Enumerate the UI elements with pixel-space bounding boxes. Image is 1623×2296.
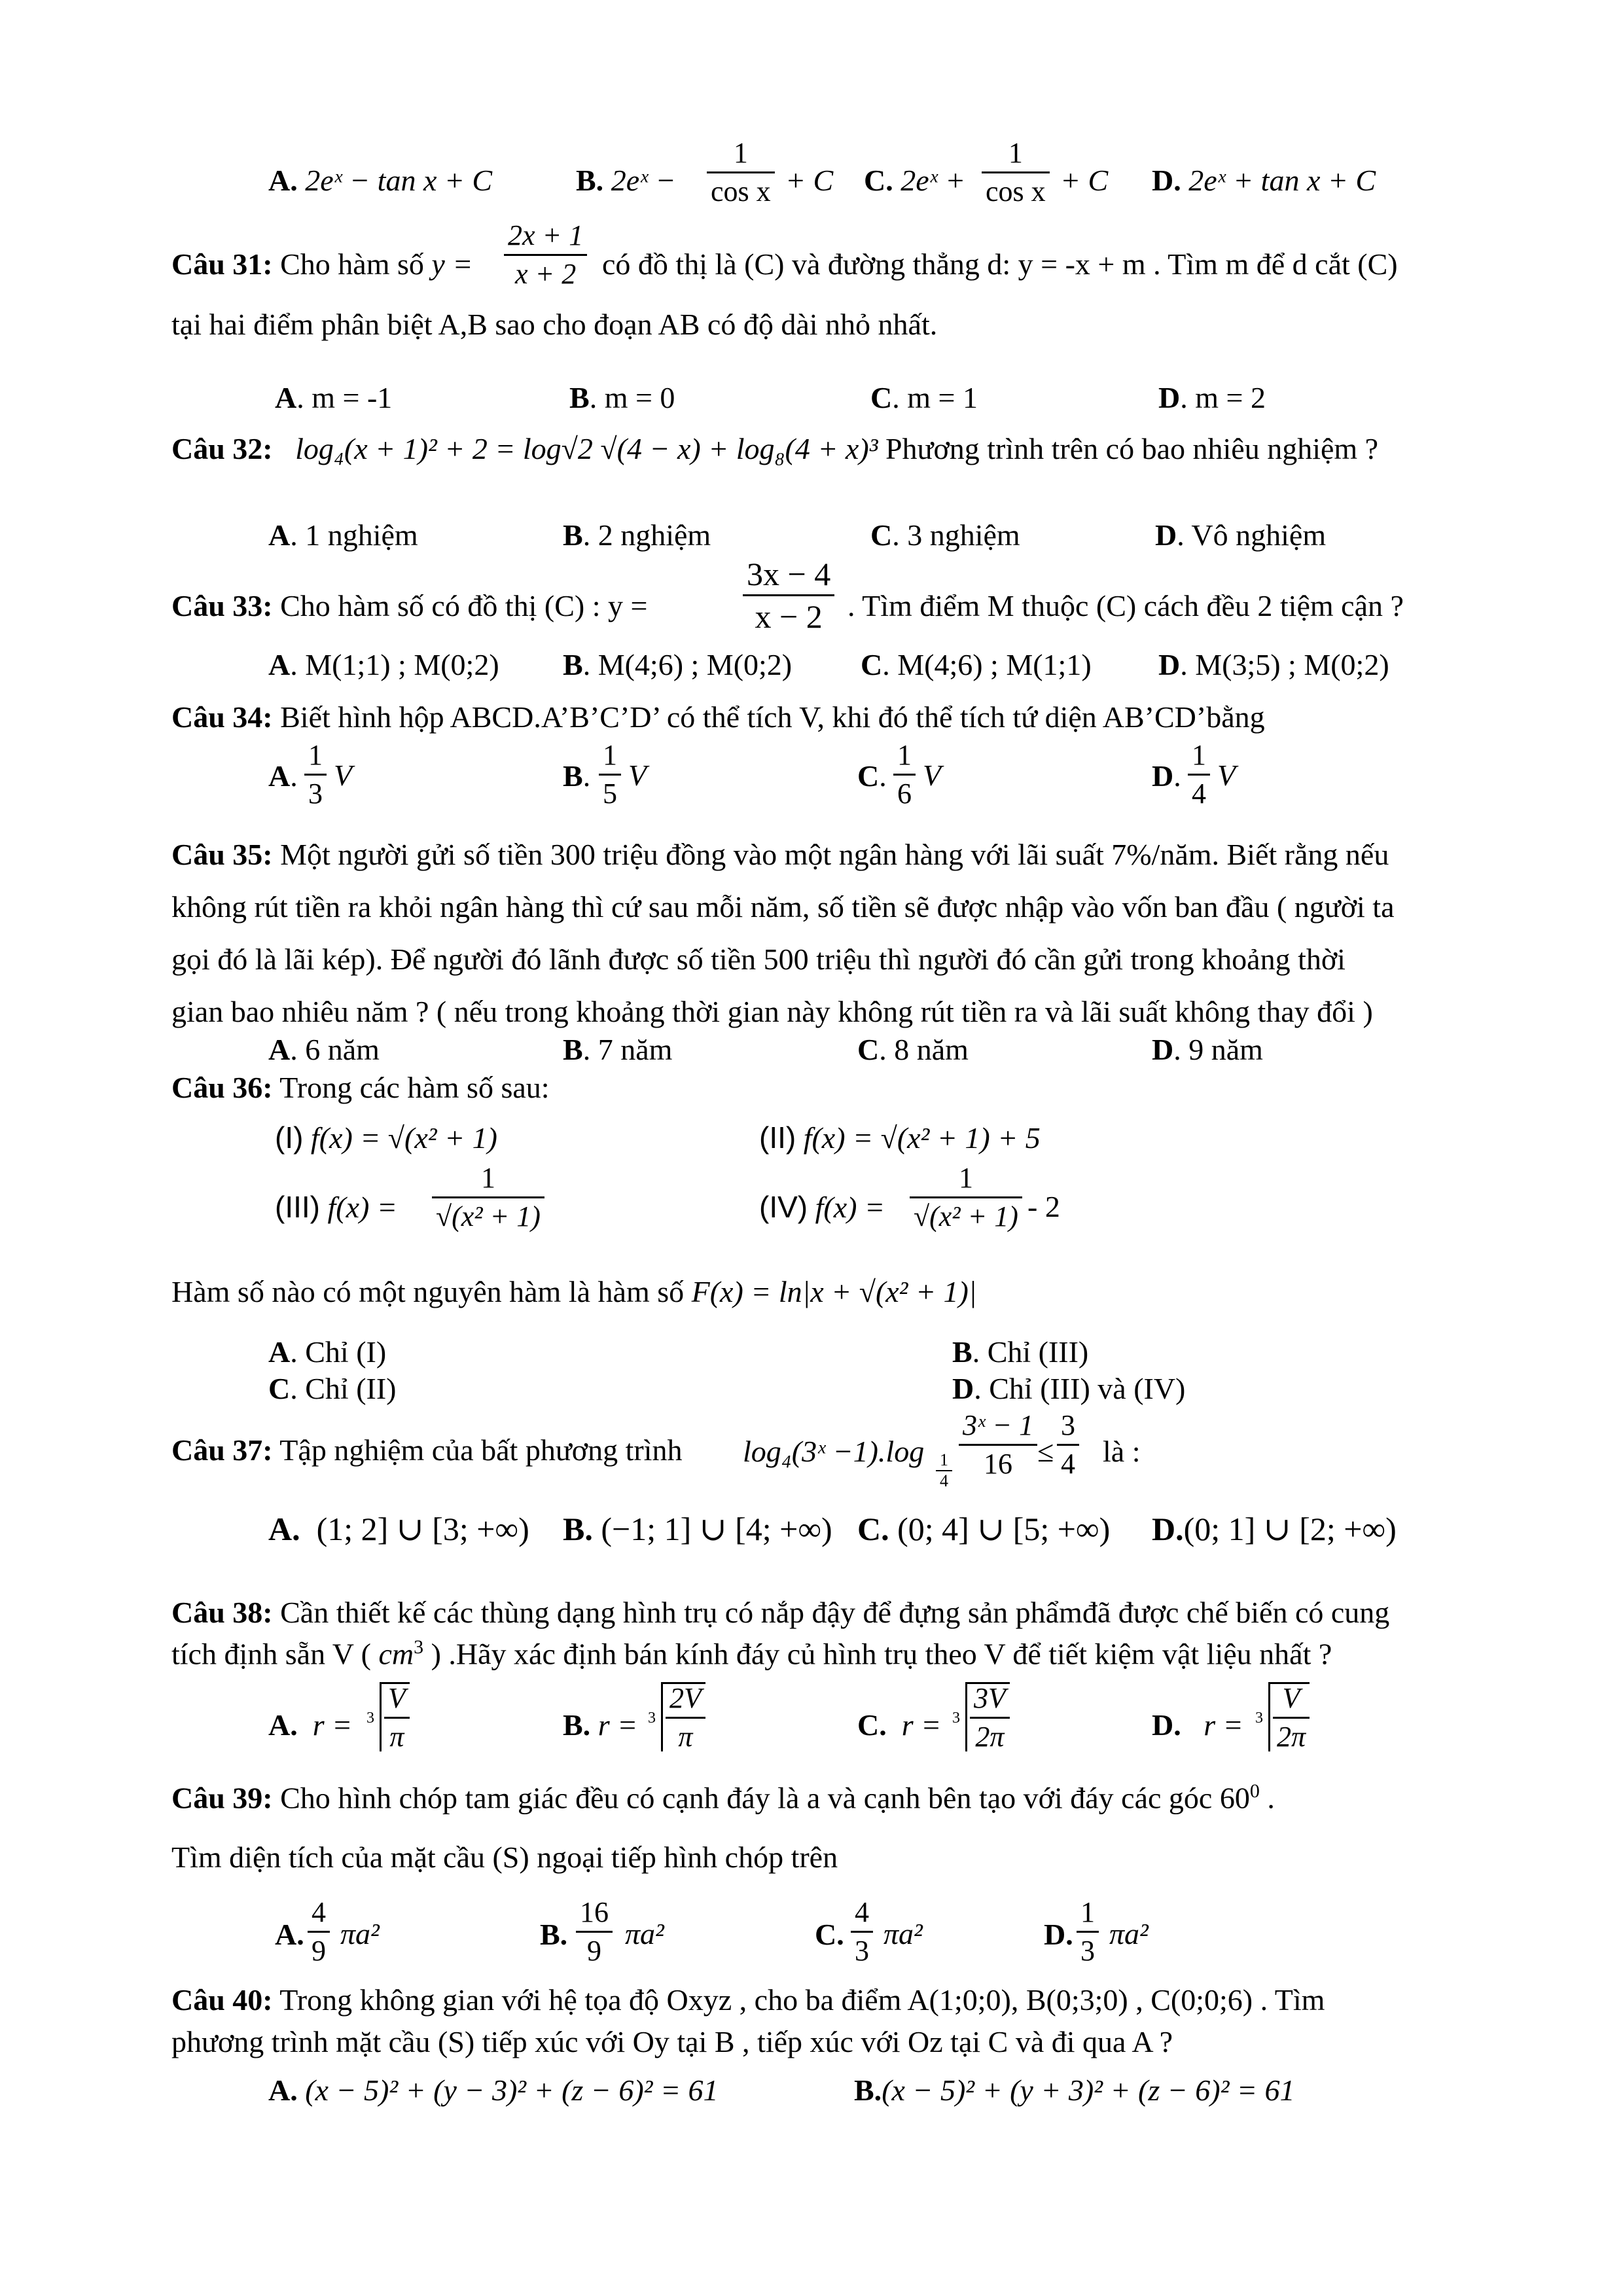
q38-option-b: B. r = (563, 1708, 638, 1742)
q36-f4: (IV) f(x) = (759, 1190, 885, 1224)
q39-option-b-label: B. (540, 1918, 568, 1951)
q33-option-d: D. M(3;5) ; M(0;2) (1158, 648, 1389, 681)
q31-line2: tại hai điểm phân biệt A,B sao cho đoạn AB có độ dài nhỏ nhất. (171, 308, 938, 341)
q31-option-a: A. m = -1 (275, 381, 393, 414)
q38-line1: Câu 38: Cần thiết kế các thùng dạng hình trụ có nắp đậy để đựng sản phẩmđã được chế biến có cung (171, 1596, 1390, 1629)
q35-line4: gian bao nhiêu năm ? ( nếu trong khoảng thời gian này không rút tiền ra và lãi suất không thay đổi ) (171, 995, 1373, 1028)
q36-f3-fraction: 1 √(x² + 1) (432, 1164, 544, 1231)
q33-line-post: . Tìm điểm M thuộc (C) cách đều 2 tiệm cận ? (847, 589, 1404, 622)
q39-option-c-label: C. (815, 1918, 844, 1951)
q34-option-d-var: V (1217, 759, 1236, 792)
q38-option-a-index: 3 (366, 1710, 374, 1727)
q38-option-c: C. r = (857, 1708, 942, 1742)
q32-option-a: A. 1 nghiệm (268, 518, 418, 552)
q40-line1: Câu 40: Trong không gian với hệ tọa độ Oxyz , cho ba điểm A(1;0;0), B(0;3;0) , C(0;0;6) . Tìm (171, 1983, 1325, 2017)
q35-line2: không rút tiền ra khỏi ngân hàng thì cứ sau mỗi năm, số tiền sẽ được nhập vào vốn ban đầu ( người ta (171, 890, 1395, 924)
q38-option-d: D. r = (1152, 1708, 1243, 1742)
q32-option-b: B. 2 nghiệm (563, 518, 711, 552)
q39-option-c-tail: πa² (883, 1917, 923, 1950)
q31-label: Câu 31: (171, 247, 273, 281)
q38-option-b-root: 2V π (661, 1682, 705, 1751)
q36-f2: (II) f(x) = √(x² + 1) + 5 (759, 1121, 1041, 1155)
q30-option-d: D. 2eˣ + tan x + C (1152, 164, 1376, 197)
q34-option-d-fraction: 1 4 (1188, 741, 1210, 808)
q35-option-d: D. 9 năm (1152, 1033, 1263, 1066)
q36-option-a: A. Chỉ (I) (268, 1335, 387, 1369)
q37-log-argument: 3ˣ − 1 16 (959, 1411, 1037, 1479)
q31-option-b: B. m = 0 (569, 381, 675, 414)
q37-rhs: 3 4 (1057, 1411, 1079, 1479)
q36-option-c: C. Chỉ (II) (268, 1372, 397, 1405)
q39-option-d-tail: πa² (1109, 1917, 1149, 1950)
q36-line: Câu 36: Trong các hàm số sau: (171, 1071, 550, 1104)
q37-inequality-pre: log₄(3ˣ −1).log (743, 1435, 925, 1468)
q34-option-b-label: B. (563, 759, 591, 793)
q40-option-a: A. (x − 5)² + (y − 3)² + (z − 6)² = 61 (268, 2073, 719, 2107)
q30-option-c-fraction: 1 cos x (982, 139, 1050, 206)
q33-fraction: 3x − 4 x − 2 (743, 558, 834, 633)
q37-line: Câu 37: Tập nghiệm của bất phương trình (171, 1433, 683, 1467)
q39-option-a-tail: πa² (340, 1917, 380, 1950)
q30-option-b: B. 2eˣ − (576, 164, 676, 197)
q30-option-c: C. 2eˣ + (864, 164, 966, 197)
q33-option-b: B. M(4;6) ; M(0;2) (563, 648, 793, 681)
q36-f4-post: - 2 (1027, 1190, 1060, 1223)
q35-option-c: C. 8 năm (857, 1033, 969, 1066)
q32-line: Câu 32: log₄(x + 1)² + 2 = log√2 √(4 − x) + log₈(4 + x)³ Phương trình trên có bao nhiêu nghiệm ? (171, 432, 1379, 465)
q36-option-d: D. Chỉ (III) và (IV) (952, 1372, 1186, 1405)
q37-tail: là : (1103, 1435, 1141, 1468)
q30-option-b-fraction: 1 cos x (707, 139, 775, 206)
q34-option-a-label: A. (268, 759, 298, 793)
q31-option-d: D. m = 2 (1158, 381, 1266, 414)
q33-option-a: A. M(1;1) ; M(0;2) (268, 648, 499, 681)
q39-option-a-fraction: 4 9 (308, 1898, 330, 1965)
q34-option-b-fraction: 1 5 (599, 741, 621, 808)
q39-option-a-label: A. (275, 1918, 304, 1951)
q39-option-d-label: D. (1044, 1918, 1073, 1951)
q34-option-c-label: C. (857, 759, 887, 793)
q38-option-c-root: 3V 2π (965, 1682, 1010, 1751)
q34-option-d-label: D. (1152, 759, 1181, 793)
q33-line: Câu 33: Cho hàm số có đồ thị (C) : y = (171, 589, 648, 622)
q35-option-b: B. 7 năm (563, 1033, 673, 1066)
q35-line1: Câu 35: Một người gửi số tiền 300 triệu đồng vào một ngân hàng với lãi suất 7%/năm. Biết rằng nếu (171, 838, 1389, 871)
q36-option-b: B. Chỉ (III) (952, 1335, 1089, 1369)
q34-option-b-var: V (628, 759, 647, 792)
q34-option-a-fraction: 1 3 (304, 741, 327, 808)
q33-option-c: C. M(4;6) ; M(1;1) (861, 648, 1092, 681)
q36-f1: (I) f(x) = √(x² + 1) (275, 1121, 497, 1155)
q37-option-a: A. (1; 2] ∪ [3; +∞) (268, 1511, 529, 1547)
q38-option-b-index: 3 (648, 1710, 656, 1727)
q39-option-b-fraction: 16 9 (576, 1898, 613, 1965)
q40-option-b: B.(x − 5)² + (y + 3)² + (z − 6)² = 61 (854, 2073, 1295, 2107)
q39-option-c-fraction: 4 3 (851, 1898, 873, 1965)
q38-line2: tích định sẵn V ( $cm^3$ ) .Hãy xác định bán kính đáy củ hình trụ theo V để tiết kiệm vật liệu nhất ? (171, 1636, 1332, 1671)
q35-option-a: A. 6 năm (268, 1033, 380, 1066)
q30-option-a-text: 2eˣ − tan x + C (305, 164, 493, 197)
q35-line3: gọi đó là lãi kép). Để người đó lãnh được số tiền 500 triệu thì người đó cần gửi trong khoảng thời (171, 942, 1346, 976)
q30-option-d-text: 2eˣ + tan x + C (1188, 164, 1376, 197)
q31-option-c: C. m = 1 (870, 381, 978, 414)
q34-line: Câu 34: Biết hình hộp ABCD.A’B’C’D’ có thể tích V, khi đó thể tích tứ diện AB’CD’bằng (171, 700, 1265, 734)
q37-log-base: 1 4 (936, 1452, 952, 1490)
q39-option-d-fraction: 1 3 (1077, 1898, 1099, 1965)
q38-option-a: A. r = (268, 1708, 353, 1742)
q36-ask: Hàm số nào có một nguyên hàm là hàm số F(x) = ln|x + √(x² + 1)| (171, 1275, 977, 1308)
q37-option-b: B. (−1; 1] ∪ [4; +∞) (563, 1511, 832, 1547)
q38-option-c-index: 3 (952, 1710, 960, 1727)
q36-f4-fraction: 1 √(x² + 1) (910, 1164, 1022, 1231)
q36-antiderivative: F(x) = ln|x + √(x² + 1)| (691, 1275, 977, 1308)
q31-fraction: 2x + 1 x + 2 (504, 221, 587, 289)
q38-option-d-root: V 2π (1268, 1682, 1310, 1751)
q38-option-d-index: 3 (1255, 1710, 1263, 1727)
q39-option-b-tail: πa² (625, 1917, 664, 1950)
q37-le: ≤ (1037, 1435, 1054, 1468)
q30-option-b-post: + C (785, 164, 834, 197)
q32-option-d: D. Vô nghiệm (1155, 518, 1327, 552)
q39-line1: Câu 39: Cho hình chóp tam giác đều có cạnh đáy là a và cạnh bên tạo với đáy các góc $60^0$ . (171, 1780, 1275, 1815)
q32-option-c: C. 3 nghiệm (870, 518, 1020, 552)
q37-option-d: D.(0; 1] ∪ [2; +∞) (1152, 1511, 1397, 1547)
q40-line2: phương trình mặt cầu (S) tiếp xúc với Oy tại B , tiếp xúc với Oz tại C và đi qua A ? (171, 2025, 1173, 2058)
q38-option-a-root: V π (380, 1682, 410, 1751)
q37-option-c: C. (0; 4] ∪ [5; +∞) (857, 1511, 1111, 1547)
q34-option-c-var: V (923, 759, 942, 792)
q39-line2: Tìm diện tích của mặt cầu (S) ngoại tiếp hình chóp trên (171, 1840, 838, 1874)
q32-equation: log₄(x + 1)² + 2 = log√2 √(4 − x) + log₈(4 + x)³ (295, 432, 878, 465)
q36-f3: (III) f(x) = (275, 1190, 397, 1224)
q31-line1: Câu 31: Cho hàm số y = (171, 247, 473, 281)
q30-option-c-post: + C (1060, 164, 1109, 197)
q31-line1-post: có đồ thị là (C) và đường thẳng d: y = -x + m . Tìm m để d cắt (C) (602, 247, 1398, 281)
q34-option-c-fraction: 1 6 (893, 741, 916, 808)
q30-option-a: A. 2eˣ − tan x + C (268, 164, 493, 197)
q34-option-a-var: V (334, 759, 353, 792)
